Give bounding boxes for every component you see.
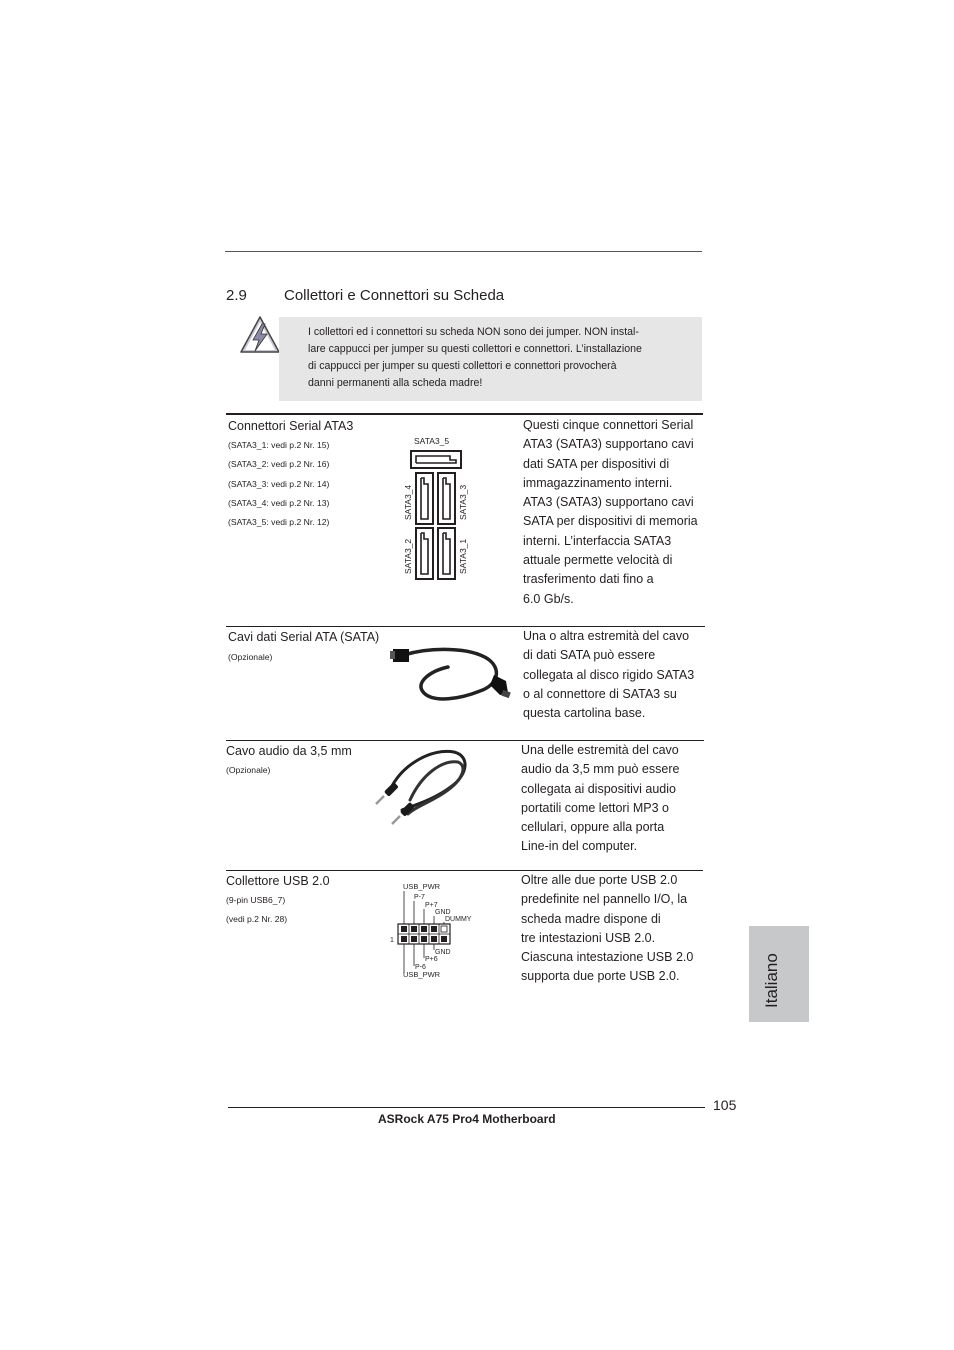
usb-pin [431, 936, 437, 942]
usb-pin [421, 926, 427, 932]
usb-pin [441, 936, 447, 942]
desc-line: predefinite nel pannello I/O, la [521, 892, 688, 907]
sata3-ref: (SATA3_3: vedi p.2 Nr. 14) [228, 479, 330, 489]
desc-line: questa cartolina base. [523, 706, 646, 721]
desc-line: audio da 3,5 mm può essere [521, 762, 680, 777]
usb-pin [431, 926, 437, 932]
usb-p-plus-7-label: P+7 [425, 902, 438, 909]
sata-cable-note: (Opzionale) [228, 652, 273, 662]
usb-description [521, 871, 693, 987]
desc-line: 6.0 Gb/s. [523, 591, 574, 606]
sata3-ref: (SATA3_5: vedi p.2 Nr. 12) [228, 517, 330, 527]
warning-text [308, 324, 658, 392]
desc-line: Oltre alle due porte USB 2.0 [521, 873, 678, 887]
usb-ref: (9-pin USB6_7) [226, 895, 286, 905]
footer-product-name: ASRock A75 Pro4 Motherboard [378, 1112, 556, 1126]
desc-line: cellulari, oppure alla porta [521, 820, 665, 835]
audio-cable-note: (Opzionale) [226, 765, 271, 775]
header-rule [225, 251, 702, 252]
warning-line: lare cappucci per jumper su questi collettori e connettori. L’installazione [308, 343, 642, 355]
desc-line: tre intestazioni USB 2.0. [521, 930, 656, 945]
desc-line: trasferimento dati fino a [523, 572, 654, 587]
desc-line: ATA3 (SATA3) supportano cavi [523, 437, 694, 452]
usb-pin [401, 936, 407, 942]
usb-gnd-bottom-label: GND [435, 949, 451, 956]
sata-cable-image [390, 645, 520, 715]
row-rule-sata3 [226, 413, 703, 415]
desc-line: portatili come lettori MP3 o [521, 800, 669, 815]
desc-line: Questi cinque connettori Serial [523, 418, 694, 432]
desc-line: Line-in del computer. [521, 839, 638, 854]
sata-cable-description [523, 627, 694, 723]
page-number: 105 [713, 1097, 737, 1113]
desc-line: collegata al disco rigido SATA3 [523, 667, 695, 682]
usb-title: Collettore USB 2.0 [226, 874, 330, 888]
desc-line: Ciascuna intestazione USB 2.0 [521, 950, 694, 965]
desc-line: o al connettore di SATA3 su [523, 686, 677, 701]
usb-pin [411, 926, 417, 932]
sata3-ref: (SATA3_1: vedi p.2 Nr. 15) [228, 440, 330, 450]
desc-line: dati SATA per dispositivi di [523, 456, 670, 471]
usb-ref: (vedi p.2 Nr. 28) [226, 914, 288, 924]
desc-line: attuale permette velocità di [523, 553, 673, 568]
desc-line: di dati SATA può essere [523, 648, 656, 663]
sata3-ref: (SATA3_4: vedi p.2 Nr. 13) [228, 498, 330, 508]
usb-pin-missing [441, 926, 447, 932]
usb-p-minus-6-label: P-6 [415, 964, 426, 971]
usb-header-diagram [388, 878, 478, 980]
sata3-description [523, 416, 698, 609]
usb-gnd-top-label: GND [435, 909, 451, 916]
sata3-connectors-diagram [395, 432, 485, 582]
audio-plug-2-tip [392, 816, 400, 824]
usb-pin [421, 936, 427, 942]
desc-line: collegata ai dispositivi audio [521, 781, 676, 796]
usb-pwr-top-label: USB_PWR [403, 882, 441, 891]
warning-line: di cappucci per jumper su questi collettori e connettori provocherà [308, 360, 617, 372]
desc-line: supporta due porte USB 2.0. [521, 969, 680, 984]
sata-cable-plug-left [393, 649, 409, 662]
sata3-5-label: SATA3_5 [414, 436, 450, 446]
usb-p-minus-7-label: P-7 [414, 894, 425, 901]
desc-line: scheda madre dispone di [521, 911, 661, 926]
sata3-ref: (SATA3_2: vedi p.2 Nr. 16) [228, 459, 330, 469]
section-number: 2.9 [226, 287, 247, 304]
desc-line: interni. L’interfaccia SATA3 [523, 533, 672, 548]
sata3-4-label: SATA3_4 [403, 484, 413, 520]
usb-pin [411, 936, 417, 942]
desc-line: SATA per dispositivi di memoria [523, 514, 698, 529]
usb-p-plus-6-label: P+6 [425, 956, 438, 963]
usb-dummy-label: DUMMY [445, 916, 472, 923]
sata3-2-label: SATA3_2 [403, 538, 413, 574]
sata-cable-title: Cavi dati Serial ATA (SATA) [228, 630, 380, 644]
language-side-tab-label: Italiano [762, 953, 781, 1008]
warning-triangle-icon [238, 314, 282, 356]
section-title: Collettori e Connettori su Scheda [284, 287, 505, 304]
desc-line: Una o altra estremità del cavo [523, 629, 690, 643]
audio-cable-description [521, 741, 679, 857]
desc-line: Una delle estremità del cavo [521, 743, 679, 757]
warning-line: danni permanenti alla scheda madre! [308, 377, 483, 389]
footer-rule [228, 1107, 705, 1108]
desc-line: ATA3 (SATA3) supportano cavi [523, 495, 694, 510]
audio-plug-1-tip [376, 796, 384, 804]
warning-line: I collettori ed i connettori su scheda NON sono dei jumper. NON instal- [308, 326, 639, 338]
sata-cable-plug-left-tab [390, 651, 395, 659]
sata3-3-label: SATA3_3 [458, 484, 468, 520]
audio-cable-image [372, 744, 472, 826]
sata3-title: Connettori Serial ATA3 [228, 419, 354, 433]
usb-pwr-bottom-label: USB_PWR [403, 970, 441, 979]
usb-pin1-label: 1 [390, 937, 394, 944]
audio-cable-title: Cavo audio da 3,5 mm [226, 744, 352, 758]
usb-pin [401, 926, 407, 932]
desc-line: immagazzinamento interni. [523, 475, 673, 490]
sata3-1-label: SATA3_1 [458, 538, 468, 574]
